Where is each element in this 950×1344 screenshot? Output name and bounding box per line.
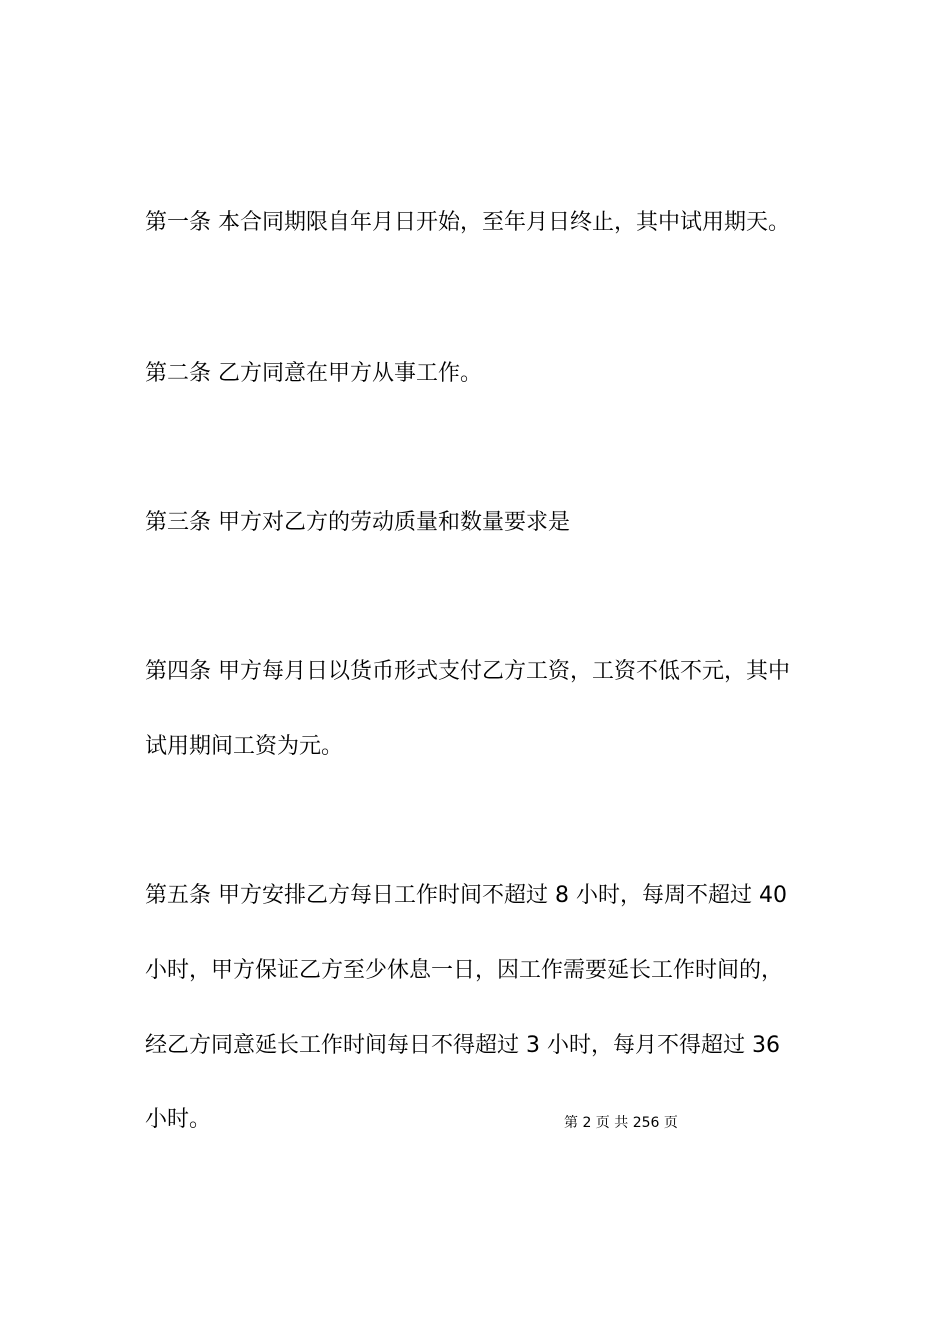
article-4-line-1: 第四条 甲方每月日以货币形式支付乙方工资，工资不低不元，其中 [145,659,790,684]
article-5-line-3: 经乙方同意延长工作时间每日不得超过 3 小时，每月不得超过 36 [145,1033,780,1058]
article-5-line-1: 第五条 甲方安排乙方每日工作时间不超过 8 小时，每周不超过 40 [145,883,787,908]
article-5-line-4: 小时。 [145,1107,212,1132]
article-3-line-1: 第三条 甲方对乙方的劳动质量和数量要求是 [145,510,570,535]
article-5-line-2: 小时，甲方保证乙方至少休息一日，因工作需要延长工作时间的， [145,958,784,983]
article-1-line-1: 第一条 本合同期限自年月日开始，至年月日终止，其中试用期天。 [145,210,790,235]
article-2-line-1: 第二条 乙方同意在甲方从事工作。 [145,361,482,386]
article-4-line-2: 试用期间工资为元。 [145,734,344,759]
page-number-footer: 第 2 页 共 256 页 [564,1115,678,1131]
